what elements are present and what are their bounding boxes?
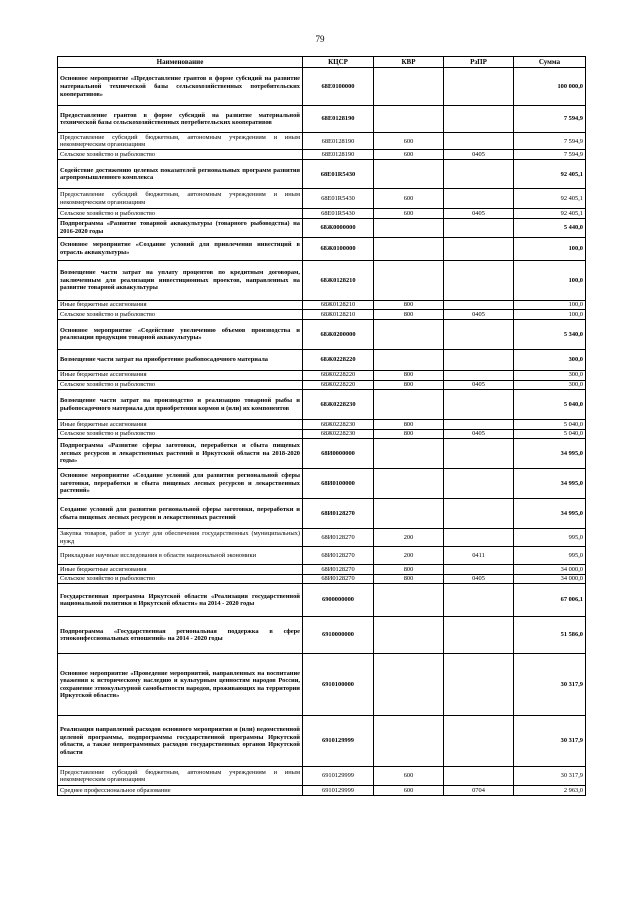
row-rzpr-cell: 0405 <box>444 574 514 584</box>
row-rzpr-cell <box>444 370 514 380</box>
row-kcsr-cell: 68Ж0228220 <box>303 349 374 370</box>
row-rzpr-cell <box>444 529 514 547</box>
row-name-cell: Иные бюджетные ассигнования <box>58 300 303 310</box>
row-sum-cell: 100,0 <box>514 310 586 320</box>
row-sum-cell: 7 594,9 <box>514 133 586 150</box>
row-sum-cell: 2 963,0 <box>514 786 586 796</box>
row-name-cell: Основное мероприятие «Содействие увеличению объемов производства и реализации продукции товарной аквакультуры» <box>58 319 303 349</box>
row-name-cell: Прикладные научные исследования в области национальной экономики <box>58 547 303 565</box>
row-kvr-cell: 200 <box>374 529 444 547</box>
row-kvr-cell <box>374 68 444 106</box>
row-kcsr-cell: 68Ж0228230 <box>303 420 374 430</box>
row-kvr-cell: 800 <box>374 565 444 575</box>
row-name-cell: Сельское хозяйство и рыболовство <box>58 574 303 584</box>
row-kcsr-cell: 68И0100000 <box>303 469 374 499</box>
table-row <box>58 160 586 189</box>
row-kcsr-cell: 6910129999 <box>303 767 374 786</box>
row-kcsr-cell: 6910129999 <box>303 786 374 796</box>
row-name-cell: Иные бюджетные ассигнования <box>58 370 303 380</box>
row-sum-cell: 300,0 <box>514 349 586 370</box>
row-rzpr-cell <box>444 469 514 499</box>
table-row <box>58 584 586 617</box>
row-kcsr-cell: 6910100000 <box>303 654 374 716</box>
row-name-cell: Государственная программа Иркутской области «Реализация государственной национальной политики в Иркутской области» на 2014 - 2020 годы <box>58 584 303 617</box>
row-sum-cell: 30 317,9 <box>514 716 586 767</box>
row-rzpr-cell <box>444 189 514 209</box>
row-kvr-cell <box>374 106 444 133</box>
row-name-cell: Предоставление субсидий бюджетным, автономным учреждениям и иным некоммерческим организациям <box>58 189 303 209</box>
row-kcsr-cell: 68Ж0228220 <box>303 370 374 380</box>
row-name-cell: Сельское хозяйство и рыболовство <box>58 380 303 390</box>
table-header-row <box>58 57 586 68</box>
row-sum-cell: 30 317,9 <box>514 654 586 716</box>
table-row <box>58 439 586 469</box>
table-row <box>58 499 586 529</box>
row-kvr-cell: 800 <box>374 420 444 430</box>
row-sum-cell: 100,0 <box>514 260 586 300</box>
row-kvr-cell <box>374 237 444 260</box>
row-sum-cell: 7 594,9 <box>514 150 586 160</box>
row-name-cell: Реализация направлений расходов основного мероприятия и (или) ведомственной целевой программы, подпрограммы государственной программы Иркутской области, а также непрограммных расходов государственных органов Иркутской области <box>58 716 303 767</box>
row-name-cell: Подпрограмма «Развитие товарной аквакультуры (товарного рыбоводства) на 2016-2020 годы <box>58 218 303 237</box>
row-sum-cell: 100 000,0 <box>514 68 586 106</box>
row-rzpr-cell: 0405 <box>444 380 514 390</box>
row-rzpr-cell: 0405 <box>444 310 514 320</box>
row-rzpr-cell <box>444 654 514 716</box>
table-row <box>58 237 586 260</box>
row-name-cell: Сельское хозяйство и рыболовство <box>58 310 303 320</box>
row-sum-cell: 100,0 <box>514 237 586 260</box>
row-rzpr-cell: 0405 <box>444 150 514 160</box>
row-rzpr-cell: 0405 <box>444 209 514 219</box>
row-rzpr-cell <box>444 319 514 349</box>
row-name-cell: Содействие достижению целевых показателей региональных программ развития агропромышленного комплекса <box>58 160 303 189</box>
row-kvr-cell: 800 <box>374 574 444 584</box>
row-kvr-cell <box>374 390 444 420</box>
table-row <box>58 349 586 370</box>
row-kcsr-cell: 68И0128270 <box>303 574 374 584</box>
row-kcsr-cell: 68И0128270 <box>303 529 374 547</box>
table-row <box>58 617 586 654</box>
header-sum: Сумма <box>514 57 586 68</box>
row-rzpr-cell <box>444 260 514 300</box>
table-row <box>58 420 586 430</box>
row-kvr-cell: 600 <box>374 150 444 160</box>
page-number: 79 <box>315 34 325 44</box>
row-kcsr-cell: 68Е01R5430 <box>303 160 374 189</box>
table-row <box>58 390 586 420</box>
budget-table <box>57 56 586 796</box>
row-kvr-cell: 800 <box>374 380 444 390</box>
row-name-cell: Иные бюджетные ассигнования <box>58 420 303 430</box>
row-kvr-cell: 600 <box>374 189 444 209</box>
row-rzpr-cell <box>444 499 514 529</box>
row-rzpr-cell <box>444 767 514 786</box>
table-row <box>58 380 586 390</box>
row-name-cell: Сельское хозяйство и рыболовство <box>58 429 303 439</box>
table-row <box>58 133 586 150</box>
row-name-cell: Основное мероприятие «Создание условий для развития региональной сферы заготовки, переработки и сбыта пищевых лесных ресурсов и лекарственных растений» <box>58 469 303 499</box>
row-name-cell: Возмещение части затрат на уплату процентов по кредитным договорам, заключенным для реализации инвестиционных проектов, направленных на развитие товарной аквакультуры <box>58 260 303 300</box>
table-row <box>58 767 586 786</box>
row-kvr-cell: 600 <box>374 767 444 786</box>
row-sum-cell: 5 040,0 <box>514 429 586 439</box>
table-row <box>58 310 586 320</box>
row-rzpr-cell: 0405 <box>444 429 514 439</box>
row-rzpr-cell <box>444 617 514 654</box>
row-rzpr-cell <box>444 300 514 310</box>
row-sum-cell: 34 995,0 <box>514 439 586 469</box>
table-row <box>58 529 586 547</box>
row-rzpr-cell <box>444 565 514 575</box>
row-kcsr-cell: 68Ж0000000 <box>303 218 374 237</box>
table-row <box>58 209 586 219</box>
row-kcsr-cell: 68Е01R5430 <box>303 209 374 219</box>
row-kcsr-cell: 68Е0128190 <box>303 150 374 160</box>
row-kvr-cell: 800 <box>374 370 444 380</box>
header-name: Наименование <box>58 57 303 68</box>
row-name-cell: Предоставление субсидий бюджетным, автономным учреждениям и иным некоммерческим организациям <box>58 767 303 786</box>
row-kcsr-cell: 68Ж0100000 <box>303 237 374 260</box>
table-row <box>58 547 586 565</box>
row-kcsr-cell: 68Е0100000 <box>303 68 374 106</box>
row-name-cell: Предоставление грантов в форме субсидий на развитие материальной технической базы сельскохозяйственных потребительских кооперативов <box>58 106 303 133</box>
row-rzpr-cell <box>444 439 514 469</box>
row-rzpr-cell: 0411 <box>444 547 514 565</box>
row-kvr-cell <box>374 160 444 189</box>
row-sum-cell: 5 040,0 <box>514 420 586 430</box>
row-rzpr-cell: 0704 <box>444 786 514 796</box>
row-rzpr-cell <box>444 106 514 133</box>
row-rzpr-cell <box>444 349 514 370</box>
table-row <box>58 150 586 160</box>
row-sum-cell: 34 995,0 <box>514 499 586 529</box>
row-name-cell: Подпрограмма «Развитие сферы заготовки, переработки и сбыта пищевых лесных ресурсов и лекарственных растений в Иркутской области на 2018-2020 годы» <box>58 439 303 469</box>
row-kvr-cell: 600 <box>374 786 444 796</box>
row-sum-cell: 7 594,9 <box>514 106 586 133</box>
row-sum-cell: 34 995,0 <box>514 469 586 499</box>
table-row <box>58 469 586 499</box>
row-sum-cell: 995,0 <box>514 529 586 547</box>
table-row <box>58 260 586 300</box>
row-kvr-cell <box>374 654 444 716</box>
row-kcsr-cell: 68Ж0228220 <box>303 380 374 390</box>
row-kvr-cell <box>374 260 444 300</box>
table-row <box>58 716 586 767</box>
header-kcsr: КЦСР <box>303 57 374 68</box>
row-kcsr-cell: 68Ж0128210 <box>303 300 374 310</box>
table-row <box>58 68 586 106</box>
row-kvr-cell <box>374 584 444 617</box>
row-sum-cell: 92 405,1 <box>514 160 586 189</box>
row-name-cell: Создание условий для развития региональной сферы заготовки, переработки и сбыта пищевых лесных ресурсов и лекарственных растений <box>58 499 303 529</box>
row-sum-cell: 100,0 <box>514 300 586 310</box>
row-rzpr-cell <box>444 420 514 430</box>
table-row <box>58 370 586 380</box>
row-kvr-cell <box>374 716 444 767</box>
row-sum-cell: 92 405,1 <box>514 209 586 219</box>
table-row <box>58 106 586 133</box>
row-kvr-cell <box>374 319 444 349</box>
row-kcsr-cell: 68Е01R5430 <box>303 189 374 209</box>
row-kcsr-cell: 6910000000 <box>303 617 374 654</box>
row-rzpr-cell <box>444 390 514 420</box>
row-rzpr-cell <box>444 218 514 237</box>
row-name-cell: Сельское хозяйство и рыболовство <box>58 150 303 160</box>
table-body <box>58 68 586 796</box>
row-sum-cell: 92 405,1 <box>514 189 586 209</box>
row-kvr-cell <box>374 218 444 237</box>
table-row <box>58 429 586 439</box>
row-kcsr-cell: 6900000000 <box>303 584 374 617</box>
row-kvr-cell: 800 <box>374 300 444 310</box>
table-row <box>58 654 586 716</box>
row-sum-cell: 300,0 <box>514 370 586 380</box>
row-rzpr-cell <box>444 68 514 106</box>
table-row <box>58 300 586 310</box>
row-name-cell: Возмещение части затрат на производство и реализацию товарной рыбы и рыбопосадочного материала для приобретения кормов и (или) их компонентов <box>58 390 303 420</box>
row-kvr-cell <box>374 469 444 499</box>
row-kvr-cell <box>374 499 444 529</box>
row-name-cell: Среднее профессиональное образование <box>58 786 303 796</box>
table-row <box>58 218 586 237</box>
row-kvr-cell: 200 <box>374 547 444 565</box>
row-sum-cell: 300,0 <box>514 380 586 390</box>
row-kvr-cell <box>374 617 444 654</box>
table-row <box>58 319 586 349</box>
row-rzpr-cell <box>444 133 514 150</box>
row-sum-cell: 67 006,1 <box>514 584 586 617</box>
row-kcsr-cell: 68И0128270 <box>303 565 374 575</box>
row-rzpr-cell <box>444 716 514 767</box>
row-name-cell: Основное мероприятие «Предоставление грантов в форме субсидий на развитие материальной технической базы сельскохозяйственных потребительских кооперативов» <box>58 68 303 106</box>
row-sum-cell: 34 000,0 <box>514 574 586 584</box>
row-kcsr-cell: 6910129999 <box>303 716 374 767</box>
row-sum-cell: 995,0 <box>514 547 586 565</box>
row-sum-cell: 34 000,0 <box>514 565 586 575</box>
row-sum-cell: 5 340,0 <box>514 319 586 349</box>
row-sum-cell: 51 586,0 <box>514 617 586 654</box>
row-sum-cell: 5 040,0 <box>514 390 586 420</box>
row-kvr-cell: 600 <box>374 209 444 219</box>
header-kvr: КВР <box>374 57 444 68</box>
row-kcsr-cell: 68И0128270 <box>303 547 374 565</box>
row-kvr-cell: 800 <box>374 310 444 320</box>
row-kvr-cell: 800 <box>374 429 444 439</box>
row-kcsr-cell: 68Е0128190 <box>303 133 374 150</box>
row-kcsr-cell: 68Ж0128210 <box>303 310 374 320</box>
row-kvr-cell: 600 <box>374 133 444 150</box>
table-row <box>58 189 586 209</box>
row-name-cell: Возмещение части затрат на приобретение рыбопосадочного материала <box>58 349 303 370</box>
row-sum-cell: 30 317,9 <box>514 767 586 786</box>
row-kcsr-cell: 68Ж0128210 <box>303 260 374 300</box>
table-row <box>58 786 586 796</box>
row-rzpr-cell <box>444 160 514 189</box>
table-row <box>58 565 586 575</box>
row-name-cell: Подпрограмма «Государственная региональная поддержка в сфере этноконфессиональных отношений» на 2014 - 2020 годы <box>58 617 303 654</box>
row-name-cell: Основное мероприятие «Проведение мероприятий, направленных на воспитание уважения к историческому наследию и культурным ценностям народов России, сохранение этнокультурной самобытности народов, проживающих на территории Иркутской области» <box>58 654 303 716</box>
row-kcsr-cell: 68Ж0228230 <box>303 429 374 439</box>
row-kcsr-cell: 68Ж0228230 <box>303 390 374 420</box>
row-sum-cell: 5 440,0 <box>514 218 586 237</box>
header-rzpr: РзПР <box>444 57 514 68</box>
row-kcsr-cell: 68Е0128190 <box>303 106 374 133</box>
row-kcsr-cell: 68Ж0200000 <box>303 319 374 349</box>
row-kvr-cell <box>374 349 444 370</box>
row-rzpr-cell <box>444 237 514 260</box>
row-kvr-cell <box>374 439 444 469</box>
row-rzpr-cell <box>444 584 514 617</box>
row-kcsr-cell: 68И0128270 <box>303 499 374 529</box>
row-name-cell: Основное мероприятие «Создание условий для привлечения инвестиций в отрасль аквакультуры» <box>58 237 303 260</box>
row-name-cell: Закупка товаров, работ и услуг для обеспечения государственных (муниципальных) нужд <box>58 529 303 547</box>
table-row <box>58 574 586 584</box>
row-name-cell: Сельское хозяйство и рыболовство <box>58 209 303 219</box>
row-name-cell: Иные бюджетные ассигнования <box>58 565 303 575</box>
row-kcsr-cell: 68И0000000 <box>303 439 374 469</box>
row-name-cell: Предоставление субсидий бюджетным, автономным учреждениям и иным некоммерческим организациям <box>58 133 303 150</box>
